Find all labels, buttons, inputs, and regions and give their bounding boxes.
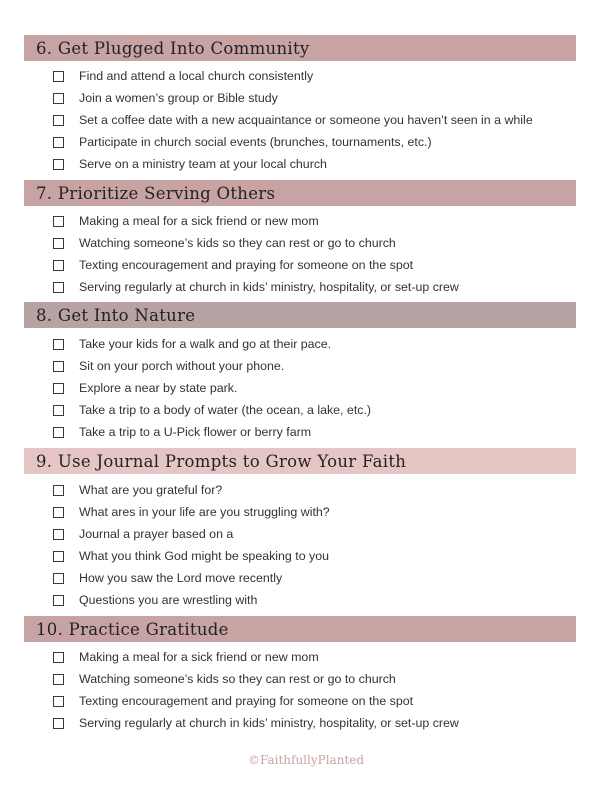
list-item [53,210,459,232]
list-item [53,254,459,276]
checkbox[interactable] [53,573,64,584]
section-header-gratitude [24,616,576,642]
item-label: Serving regularly at church in kids’ ministry, hospitality, or set-up crew [79,280,459,294]
checkbox[interactable] [53,137,64,148]
checkbox[interactable] [53,238,64,249]
item-label: Take your kids for a walk and go at their pace. [79,337,332,351]
section-header-serving [24,180,576,206]
checkbox[interactable] [53,652,64,663]
checkbox[interactable] [53,71,64,82]
list-item [53,589,330,611]
checkbox[interactable] [53,361,64,372]
checkbox[interactable] [53,115,64,126]
list-item [53,87,533,109]
section-header-journal [24,448,576,474]
section-title: 6. Get Plugged Into Community [36,38,310,58]
checklist-journal [53,479,330,611]
checkbox[interactable] [53,216,64,227]
list-item [53,523,330,545]
item-label: Set a coffee date with a new acquaintance or someone you haven’t seen in a while [79,113,533,127]
item-label: Watching someone’s kids so they can rest or go to church [79,236,396,250]
section-header-nature [24,302,576,328]
checkbox[interactable] [53,282,64,293]
list-item [53,276,459,298]
checkbox[interactable] [53,507,64,518]
footer-copyright: ©FaithfullyPlanted [247,753,365,767]
checkbox[interactable] [53,485,64,496]
list-item [53,545,330,567]
list-item [53,355,371,377]
checklist-serving [53,210,459,298]
checkbox[interactable] [53,383,64,394]
list-item [53,131,533,153]
checklist-gratitude [53,646,459,734]
item-label: Texting encouragement and praying for someone on the spot [79,694,414,708]
checklist-community [53,65,533,175]
item-label: Join a women’s group or Bible study [79,91,278,105]
checkbox[interactable] [53,718,64,729]
section-title: 9. Use Journal Prompts to Grow Your Faith [36,451,407,471]
checkbox[interactable] [53,674,64,685]
list-item [53,153,533,175]
item-label: Making a meal for a sick friend or new mom [79,214,319,228]
item-label: Take a trip to a U-Pick flower or berry farm [79,425,312,439]
section-header-community [24,35,576,61]
checkbox[interactable] [53,339,64,350]
checkbox[interactable] [53,551,64,562]
checkbox[interactable] [53,427,64,438]
item-label: Serving regularly at church in kids’ ministry, hospitality, or set-up crew [79,716,459,730]
item-label: Take a trip to a body of water (the ocean, a lake, etc.) [79,403,372,417]
item-label: Participate in church social events (brunches, tournaments, etc.) [79,135,432,149]
item-label: What you think God might be speaking to you [79,549,330,563]
section-title: 8. Get Into Nature [36,305,196,325]
checklist-nature [53,333,371,443]
item-label: Questions you are wrestling with [79,593,258,607]
checkbox[interactable] [53,696,64,707]
section-title: 10. Practice Gratitude [36,619,229,639]
list-item [53,690,459,712]
item-label: Watching someone’s kids so they can rest or go to church [79,672,396,686]
item-label: Explore a near by state park. [79,381,238,395]
item-label: How you saw the Lord move recently [79,571,283,585]
item-label: Serve on a ministry team at your local church [79,157,327,171]
list-item [53,567,330,589]
list-item [53,399,371,421]
checkbox[interactable] [53,529,64,540]
section-title: 7. Prioritize Serving Others [36,183,276,203]
checkbox[interactable] [53,159,64,170]
list-item [53,377,371,399]
checkbox[interactable] [53,93,64,104]
list-item [53,712,459,734]
list-item [53,479,330,501]
list-item [53,333,371,355]
item-label: What are you grateful for? [79,483,223,497]
list-item [53,65,533,87]
list-item [53,646,459,668]
list-item [53,668,459,690]
list-item [53,109,533,131]
item-label: What ares in your life are you struggling with? [79,505,330,519]
checkbox[interactable] [53,260,64,271]
item-label: Find and attend a local church consistently [79,69,314,83]
checkbox[interactable] [53,405,64,416]
item-label: Journal a prayer based on a [79,527,234,541]
item-label: Sit on your porch without your phone. [79,359,285,373]
item-label: Texting encouragement and praying for someone on the spot [79,258,414,272]
list-item [53,421,371,443]
list-item [53,232,459,254]
checkbox[interactable] [53,595,64,606]
item-label: Making a meal for a sick friend or new mom [79,650,319,664]
list-item [53,501,330,523]
